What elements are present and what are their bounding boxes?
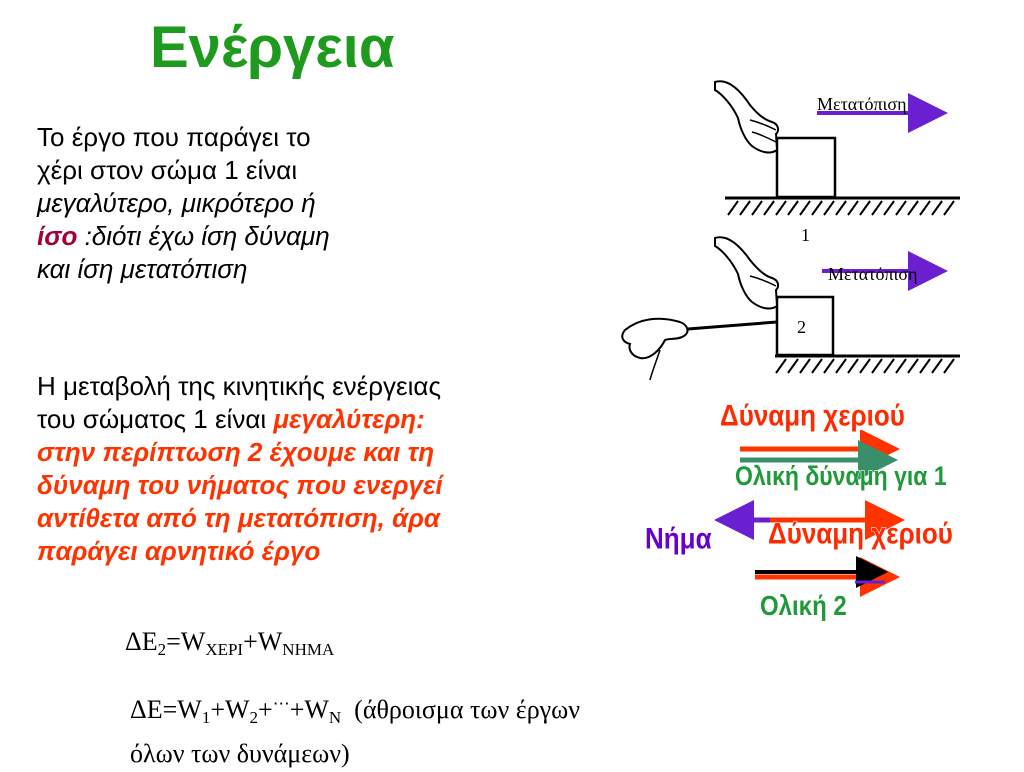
paragraph-work-question xyxy=(37,121,330,286)
text-line: χέρι στον σώμα 1 είναι xyxy=(37,155,298,185)
box-1-label: 1 xyxy=(801,225,810,245)
text-line: δύναμη του νήματος που ενεργεί xyxy=(37,470,443,500)
answer-equal: ίσο xyxy=(37,221,78,251)
label-hand-force-1: Δύναμη χεριού xyxy=(720,398,905,433)
text-span: :διότι έχω ίση δύναμη xyxy=(77,221,330,251)
displacement-label-2: Μετατόπιση xyxy=(828,264,918,284)
box-2-label: 2 xyxy=(797,317,806,337)
scene-2 xyxy=(622,237,960,380)
equation-work-energy: $\Delta E=W_1+W_2+^\cdots+W_N$ (άθροισμα των έργων όλων των δυνάμεων) xyxy=(130,694,581,768)
text-line: Η μεταβολή της κινητικής ενέργειας xyxy=(37,371,441,401)
label-net-force-1: Ολική δύναμη για 1 xyxy=(735,461,947,491)
box-1 xyxy=(777,138,835,197)
label-net-force-2: Ολική 2 xyxy=(760,591,847,623)
text-line: και ίση μετατόπιση xyxy=(37,254,248,284)
text-line: Το έργο που παράγει το xyxy=(37,122,311,152)
text-line: αντίθετα από τη μετατόπιση, άρα xyxy=(37,503,441,533)
physics-diagram xyxy=(600,60,1000,390)
page-title: Ενέργεια xyxy=(150,15,395,80)
text-line xyxy=(37,220,330,253)
text-line xyxy=(37,403,443,436)
force-arrows xyxy=(700,430,920,600)
label-string: Νήμα xyxy=(645,521,712,556)
equation-delta-e2: $\Delta E_2=W_{XEPI}+W_{NHMA}$ xyxy=(125,627,335,659)
answer-greater: μεγαλύτερη: xyxy=(273,404,425,434)
text-span: του σώματος 1 είναι xyxy=(37,404,274,434)
text-line: μεγαλύτερο, μικρότερο ή xyxy=(37,188,316,218)
label-hand-force-2: Δύναμη χεριού xyxy=(768,516,953,551)
paragraph-kinetic-energy xyxy=(37,370,443,568)
displacement-label-1: Μετατόπιση xyxy=(817,94,907,114)
text-line: στην περίπτωση 2 έχουμε και τη xyxy=(37,437,435,467)
text-line: παράγει αρνητικό έργο xyxy=(37,536,321,566)
